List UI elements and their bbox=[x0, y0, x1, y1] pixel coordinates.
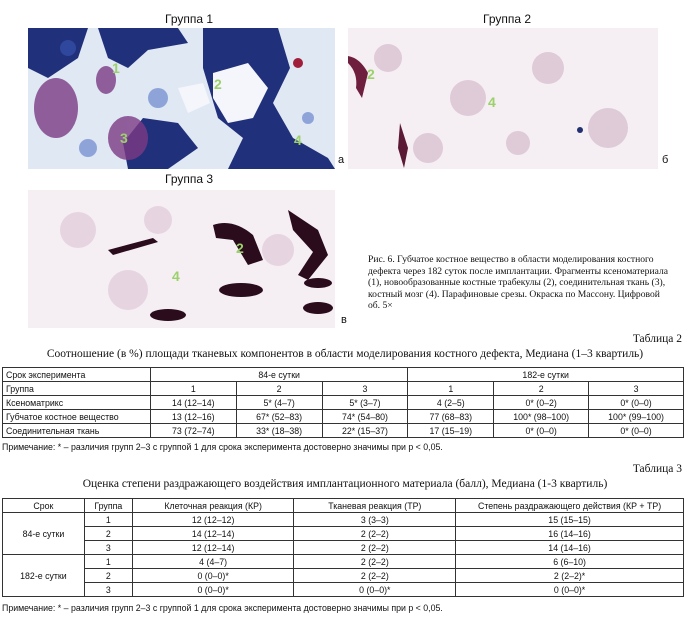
table2-term-182: 182-е сутки bbox=[408, 368, 684, 382]
table3-header-cell: Клеточная реакция (КР) bbox=[132, 499, 294, 513]
table2-group-cell: 1 bbox=[408, 382, 494, 396]
group3-label: Группа 3 bbox=[165, 172, 214, 186]
table2-term-header: Срок эксперимента bbox=[3, 368, 151, 382]
panel-b-mark-4: 4 bbox=[488, 94, 496, 110]
table-row bbox=[3, 583, 684, 597]
micrograph-panel-a bbox=[28, 28, 335, 169]
table2-cell: 5* (3–7) bbox=[322, 396, 408, 410]
table3-kr-cell: 14 (12–14) bbox=[132, 527, 294, 541]
table2-cell: 0* (0–0) bbox=[589, 396, 684, 410]
table3-header-cell: Группа bbox=[84, 499, 132, 513]
table3-header-cell: Срок bbox=[3, 499, 85, 513]
table2-cell: 67* (52–83) bbox=[236, 410, 322, 424]
panel-c-mark-2: 2 bbox=[236, 240, 244, 256]
table2-cell: 73 (72–74) bbox=[150, 424, 236, 438]
table-row bbox=[3, 541, 684, 555]
table2-title: Соотношение (в %) площади тканевых компонентов в области моделирования костного дефекта, Медиана (1–3 квартиль) bbox=[46, 348, 644, 360]
table2-group-cell: 2 bbox=[494, 382, 589, 396]
table2-header-term-row bbox=[3, 368, 684, 382]
panel-a-letter: а bbox=[338, 154, 345, 166]
table3-group-cell: 2 bbox=[84, 569, 132, 583]
table3-term-cell: 182-е сутки bbox=[3, 555, 85, 597]
table-row bbox=[3, 527, 684, 541]
table3-sum-cell: 0 (0–0)* bbox=[456, 583, 684, 597]
table3-note: Примечание: * – различия групп 2–3 с группой 1 для срока эксперимента достоверно значимы при р < 0,05. bbox=[2, 603, 443, 613]
table-row bbox=[3, 513, 684, 527]
table3-kr-cell: 0 (0–0)* bbox=[132, 569, 294, 583]
table3-group-cell: 1 bbox=[84, 513, 132, 527]
table2-number: Таблица 2 bbox=[632, 333, 682, 345]
table2-cell: 5* (4–7) bbox=[236, 396, 322, 410]
table3-tr-cell: 2 (2–2) bbox=[294, 569, 456, 583]
table2-cell: 0* (0–2) bbox=[494, 396, 589, 410]
table3-header-cell: Тканевая реакция (ТР) bbox=[294, 499, 456, 513]
panel-a-mark-4: 4 bbox=[294, 132, 302, 148]
table3-kr-cell: 12 (12–12) bbox=[132, 513, 294, 527]
table-row bbox=[3, 555, 684, 569]
table2-row-name: Соединительная ткань bbox=[3, 424, 151, 438]
micrograph-panel-b bbox=[348, 28, 658, 169]
table2-cell: 100* (99–100) bbox=[589, 410, 684, 424]
panel-a-mark-3: 3 bbox=[120, 130, 128, 146]
table3-kr-cell: 4 (4–7) bbox=[132, 555, 294, 569]
table2-group-cell: 2 bbox=[236, 382, 322, 396]
table3-sum-cell: 16 (14–16) bbox=[456, 527, 684, 541]
table3-group-cell: 1 bbox=[84, 555, 132, 569]
micrograph-c-image bbox=[28, 190, 335, 328]
table3-tr-cell: 2 (2–2) bbox=[294, 555, 456, 569]
table3-tr-cell: 2 (2–2) bbox=[294, 541, 456, 555]
panel-b-mark-2: 2 bbox=[367, 66, 375, 82]
panel-a-mark-1: 1 bbox=[112, 60, 120, 76]
table2-group-cell: 1 bbox=[150, 382, 236, 396]
table-row bbox=[3, 396, 684, 410]
table3-tr-cell: 0 (0–0)* bbox=[294, 583, 456, 597]
table2-cell: 13 (12–16) bbox=[150, 410, 236, 424]
panel-b-letter: б bbox=[662, 154, 669, 166]
table2-term-84: 84-е сутки bbox=[150, 368, 408, 382]
table3-kr-cell: 12 (12–14) bbox=[132, 541, 294, 555]
micrograph-a-image bbox=[28, 28, 335, 169]
table2-cell: 33* (18–38) bbox=[236, 424, 322, 438]
table2-cell: 17 (15–19) bbox=[408, 424, 494, 438]
table3-group-cell: 2 bbox=[84, 527, 132, 541]
table3-kr-cell: 0 (0–0)* bbox=[132, 583, 294, 597]
micrograph-b-image bbox=[348, 28, 658, 169]
table2-row-name: Губчатое костное вещество bbox=[3, 410, 151, 424]
table-row bbox=[3, 569, 684, 583]
table-row bbox=[3, 424, 684, 438]
table2-cell: 22* (15–37) bbox=[322, 424, 408, 438]
micrograph-panel-c bbox=[28, 190, 335, 328]
table3-header-cell: Степень раздражающего действия (КР + ТР) bbox=[456, 499, 684, 513]
panel-a-mark-2: 2 bbox=[214, 76, 222, 92]
table2-cell: 14 (12–14) bbox=[150, 396, 236, 410]
panel-c-letter: в bbox=[341, 314, 347, 326]
table3-sum-cell: 14 (14–16) bbox=[456, 541, 684, 555]
table2-header-group-row bbox=[3, 382, 684, 396]
table3-group-cell: 3 bbox=[84, 583, 132, 597]
table3-group-cell: 3 bbox=[84, 541, 132, 555]
table3-title: Оценка степени раздражающего воздействия имплантационного материала (балл), Медиана (1-3 квартиль) bbox=[82, 478, 608, 490]
table3-sum-cell: 6 (6–10) bbox=[456, 555, 684, 569]
table-row bbox=[3, 410, 684, 424]
table2-cell: 0* (0–0) bbox=[494, 424, 589, 438]
table2-group-cell: 3 bbox=[589, 382, 684, 396]
table3-sum-cell: 15 (15–15) bbox=[456, 513, 684, 527]
table3-number: Таблица 3 bbox=[632, 463, 682, 475]
table2-group-cell: 3 bbox=[322, 382, 408, 396]
table2-cell: 0* (0–0) bbox=[589, 424, 684, 438]
table3-header-row bbox=[3, 499, 684, 513]
table3-tr-cell: 3 (3–3) bbox=[294, 513, 456, 527]
group2-label: Группа 2 bbox=[483, 12, 532, 26]
group1-label: Группа 1 bbox=[165, 12, 214, 26]
panel-c-mark-4: 4 bbox=[172, 268, 180, 284]
table3-tr-cell: 2 (2–2) bbox=[294, 527, 456, 541]
table2 bbox=[2, 367, 684, 438]
table2-cell: 100* (98–100) bbox=[494, 410, 589, 424]
table2-cell: 74* (54–80) bbox=[322, 410, 408, 424]
table3 bbox=[2, 498, 684, 597]
figure-caption: Рис. 6. Губчатое костное вещество в области моделирования костного дефекта через 182 суток после имплантации. Фрагменты ксеноматериала (1), новообразованные костные трабекулы (2), соединительная ткань (3), костный мозг (4). Парафиновые срезы. Окраска по Массону. Цифровой об. 5× bbox=[368, 254, 669, 312]
table2-cell: 77 (68–83) bbox=[408, 410, 494, 424]
table2-cell: 4 (2–5) bbox=[408, 396, 494, 410]
table2-row-name: Ксеноматрикс bbox=[3, 396, 151, 410]
table2-group-header: Группа bbox=[3, 382, 151, 396]
table3-sum-cell: 2 (2–2)* bbox=[456, 569, 684, 583]
table3-term-cell: 84-е сутки bbox=[3, 513, 85, 555]
table2-note: Примечание: * – различия групп 2–3 с группой 1 для срока эксперимента достоверно значимы при р < 0,05. bbox=[2, 442, 443, 452]
